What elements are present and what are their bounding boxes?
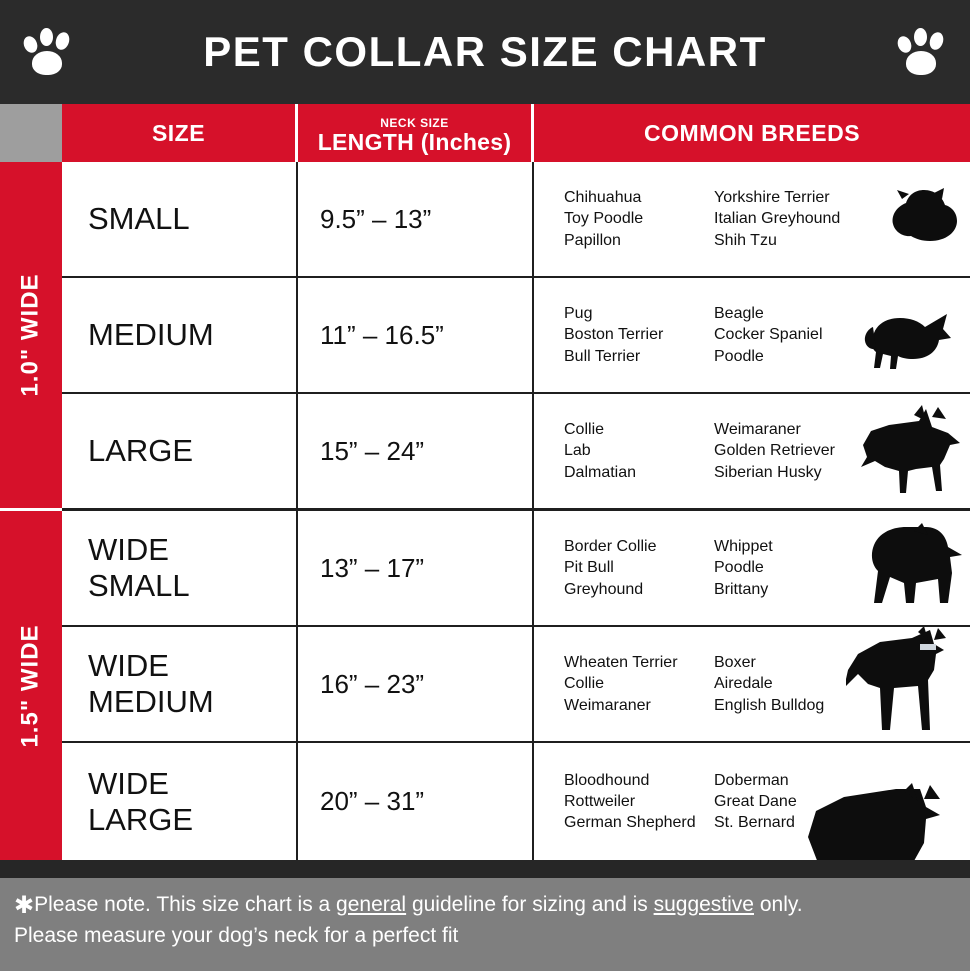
breed-item: Cocker Spaniel <box>714 326 823 344</box>
table-header-row <box>0 104 970 162</box>
breed-item: Great Dane <box>714 792 797 810</box>
breed-item: English Bulldog <box>714 696 825 714</box>
breed-item: Rottweiler <box>564 792 636 810</box>
breed-item: Shih Tzu <box>714 231 777 249</box>
row-size-label: WIDE <box>88 532 169 568</box>
boxer-silhouette <box>846 627 964 741</box>
breed-column-2 <box>714 419 874 482</box>
width-group-2-label: 1.5" WIDE <box>17 623 45 748</box>
breed-item: Poodle <box>714 347 764 365</box>
row-breeds <box>534 627 970 741</box>
row-size <box>62 394 298 508</box>
breed-column-1 <box>564 419 714 482</box>
column-header-length-sub: NECK SIZE <box>380 115 449 130</box>
footer-text-a: Please note. This size chart is a <box>34 893 337 916</box>
breed-column-2 <box>714 303 874 366</box>
table-row <box>62 394 970 511</box>
row-breeds <box>534 743 970 860</box>
breed-item: Pug <box>564 305 593 323</box>
table-row <box>62 511 970 627</box>
paw-icon <box>892 26 952 78</box>
rows-column <box>62 162 970 860</box>
breed-item: Boxer <box>714 654 756 672</box>
row-length: 16” – 23” <box>298 627 534 741</box>
footer-line-1 <box>14 890 956 922</box>
breed-item: Wheaten Terrier <box>564 654 678 672</box>
footer-text-suggestive: suggestive <box>653 893 754 916</box>
row-size <box>62 162 298 276</box>
breed-item: Papillon <box>564 231 621 249</box>
breed-column-1 <box>564 770 714 833</box>
row-size-label-2: MEDIUM <box>88 684 214 719</box>
breed-item: Weimaraner <box>564 696 651 714</box>
row-breeds <box>534 162 970 276</box>
row-length: 20” – 31” <box>298 743 534 860</box>
breed-column-2 <box>714 187 874 250</box>
breed-item: Border Collie <box>564 538 657 556</box>
great-dane-silhouette <box>800 783 960 860</box>
row-length: 11” – 16.5” <box>298 278 534 392</box>
breed-column-1 <box>564 652 714 715</box>
shepherd-silhouette <box>852 403 964 499</box>
breed-item: Italian Greyhound <box>714 210 841 228</box>
pomeranian-silhouette <box>876 183 964 255</box>
row-size <box>62 278 298 392</box>
row-size-label: MEDIUM <box>88 317 214 353</box>
row-length: 13” – 17” <box>298 511 534 625</box>
row-size <box>62 511 298 625</box>
breed-item: Pit Bull <box>564 559 614 577</box>
row-size-label-2: SMALL <box>88 568 190 603</box>
breed-item: Poodle <box>714 559 764 577</box>
breed-item: Greyhound <box>564 580 644 598</box>
row-length: 15” – 24” <box>298 394 534 508</box>
column-header-size: SIZE <box>62 104 298 162</box>
row-breeds <box>534 511 970 625</box>
breed-item: Lab <box>564 442 591 460</box>
width-group-column <box>0 162 62 860</box>
beagle-silhouette <box>856 299 964 371</box>
paw-icon <box>18 26 78 78</box>
column-header-length <box>298 104 534 162</box>
footer-text-c: only. <box>754 893 803 916</box>
breed-column-1 <box>564 536 714 599</box>
breed-item: Yorkshire Terrier <box>714 189 830 207</box>
width-group-1 <box>0 162 62 511</box>
column-header-breeds: COMMON BREEDS <box>534 104 970 162</box>
table-row <box>62 627 970 743</box>
row-size-label: WIDE <box>88 648 169 684</box>
bulldog-silhouette <box>860 521 964 615</box>
size-table <box>0 104 970 860</box>
asterisk-icon: ✱ <box>14 892 35 919</box>
page-title: PET COLLAR SIZE CHART <box>203 28 767 75</box>
breed-item: Airedale <box>714 675 773 693</box>
footer-text-b: guideline for sizing and is <box>406 893 654 916</box>
breed-item: Bull Terrier <box>564 347 641 365</box>
breed-item: Chihuahua <box>564 189 642 207</box>
breed-column-1 <box>564 187 714 250</box>
width-group-2 <box>0 511 62 860</box>
breed-item: Whippet <box>714 538 773 556</box>
chart-header <box>0 0 970 104</box>
breed-item: Collie <box>564 421 605 439</box>
breed-item: Bloodhound <box>564 771 650 789</box>
row-size-label: WIDE <box>88 765 169 801</box>
breed-column-1 <box>564 303 714 366</box>
breed-item: Collie <box>564 675 605 693</box>
row-size-label-2: LARGE <box>88 801 194 837</box>
breed-item: Golden Retriever <box>714 442 835 460</box>
footer-text-general: general <box>336 893 407 916</box>
breed-column-2 <box>714 536 874 599</box>
row-size-label: LARGE <box>88 433 194 469</box>
breed-item: Beagle <box>714 305 764 323</box>
row-size <box>62 627 298 741</box>
footer-line-2: Please measure your dog’s neck for a perfect fit <box>14 924 459 948</box>
breed-item: Doberman <box>714 771 789 789</box>
row-size <box>62 743 298 860</box>
breed-item: Boston Terrier <box>564 326 664 344</box>
row-breeds <box>534 394 970 508</box>
column-header-length-main: LENGTH (Inches) <box>317 128 512 155</box>
row-breeds <box>534 278 970 392</box>
breed-item: St. Bernard <box>714 814 795 832</box>
table-row <box>62 278 970 394</box>
table-body <box>0 162 970 860</box>
row-length: 9.5” – 13” <box>298 162 534 276</box>
table-row <box>62 743 970 860</box>
table-row <box>62 162 970 278</box>
breed-item: Siberian Husky <box>714 463 822 481</box>
breed-item: Toy Poodle <box>564 210 644 228</box>
width-group-1-label: 1.0" WIDE <box>17 273 45 397</box>
breed-item: Weimaraner <box>714 421 801 439</box>
corner-spacer <box>0 104 62 162</box>
breed-item: Dalmatian <box>564 463 637 481</box>
row-size-label: SMALL <box>88 201 190 237</box>
breed-item: German Shepherd <box>564 814 696 832</box>
breed-item: Brittany <box>714 580 769 598</box>
footer-note <box>0 878 970 971</box>
